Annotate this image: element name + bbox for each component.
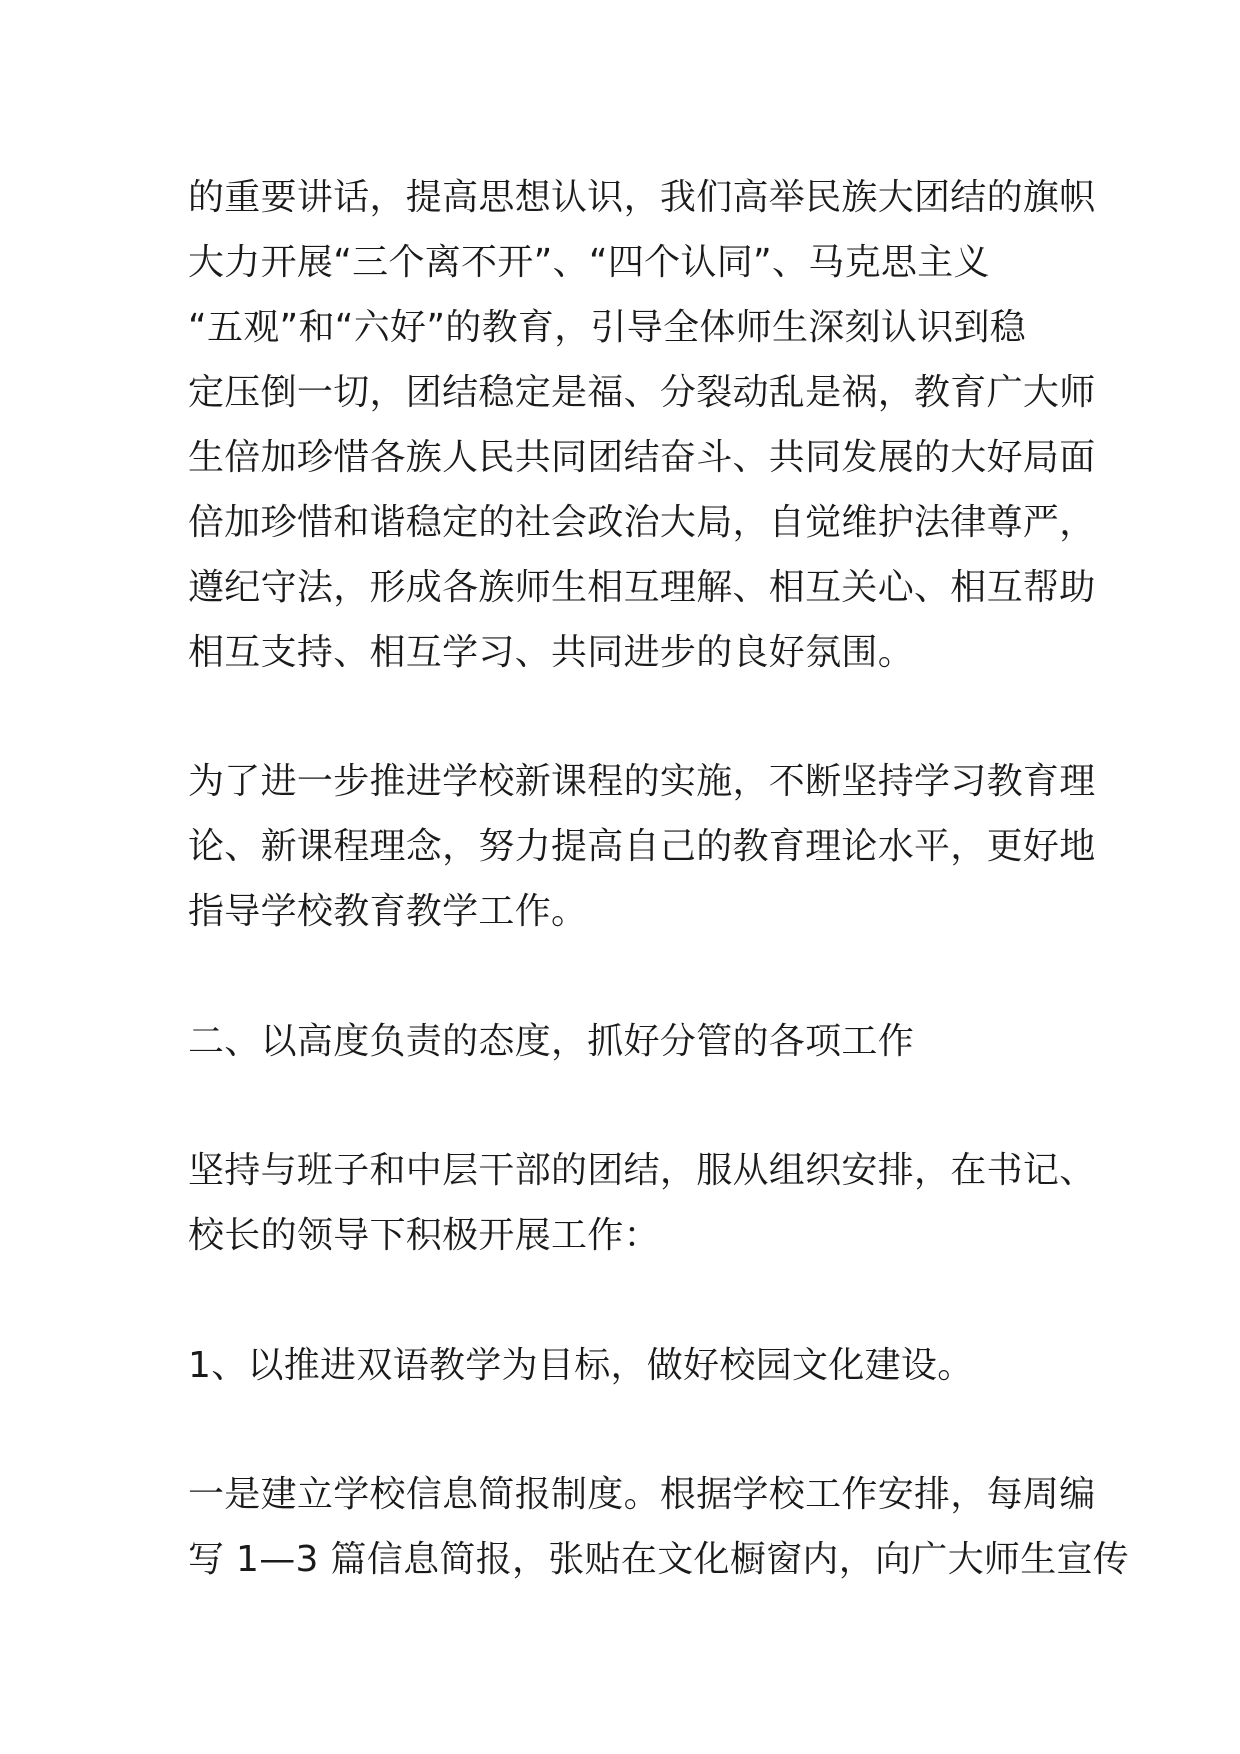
text-line: “五观”和“六好”的教育，引导全体师生深刻认识到稳	[188, 307, 1027, 348]
list-item-text: 1、以推进双语教学为目标，做好校园文化建设。	[188, 1345, 974, 1386]
list-item	[188, 1333, 974, 1398]
text-line: 大力开展“三个离不开”、“四个认同”、马克思主义	[188, 242, 990, 283]
section-heading	[188, 1009, 914, 1074]
section-heading-text: 二、以高度负责的态度，抓好分管的各项工作	[188, 1021, 915, 1062]
paragraph	[188, 165, 1096, 685]
paragraph	[188, 1462, 1129, 1592]
paragraph	[188, 1138, 1096, 1268]
text-line: 定压倒一切，团结稳定是福、分裂动乱是祸，教育广大师	[188, 372, 1096, 413]
text-line: 遵纪守法，形成各族师生相互理解、相互关心、相互帮助	[188, 567, 1096, 608]
text-line: 校长的领导下积极开展工作：	[188, 1215, 660, 1256]
text-line: 倍加珍惜和谐稳定的社会政治大局，自觉维护法律尊严，	[188, 502, 1096, 543]
text-line: 为了进一步推进学校新课程的实施，不断坚持学习教育理	[188, 761, 1096, 802]
text-line: 论、新课程理念，努力提高自己的教育理论水平，更好地	[188, 826, 1096, 867]
text-line: 指导学校教育教学工作。	[188, 891, 588, 932]
text-line: 的重要讲话，提高思想认识，我们高举民族大团结的旗帜	[188, 177, 1096, 218]
text-line: 写 1—3 篇信息简报，张贴在文化橱窗内，向广大师生宣传	[188, 1539, 1130, 1580]
text-line: 一是建立学校信息简报制度。根据学校工作安排，每周编	[188, 1474, 1096, 1515]
paragraph	[188, 749, 1096, 944]
text-line: 相互支持、相互学习、共同进步的良好氛围。	[188, 632, 915, 673]
text-line: 生倍加珍惜各族人民共同团结奋斗、共同发展的大好局面	[188, 437, 1096, 478]
text-line: 坚持与班子和中层干部的团结，服从组织安排，在书记、	[188, 1150, 1096, 1191]
